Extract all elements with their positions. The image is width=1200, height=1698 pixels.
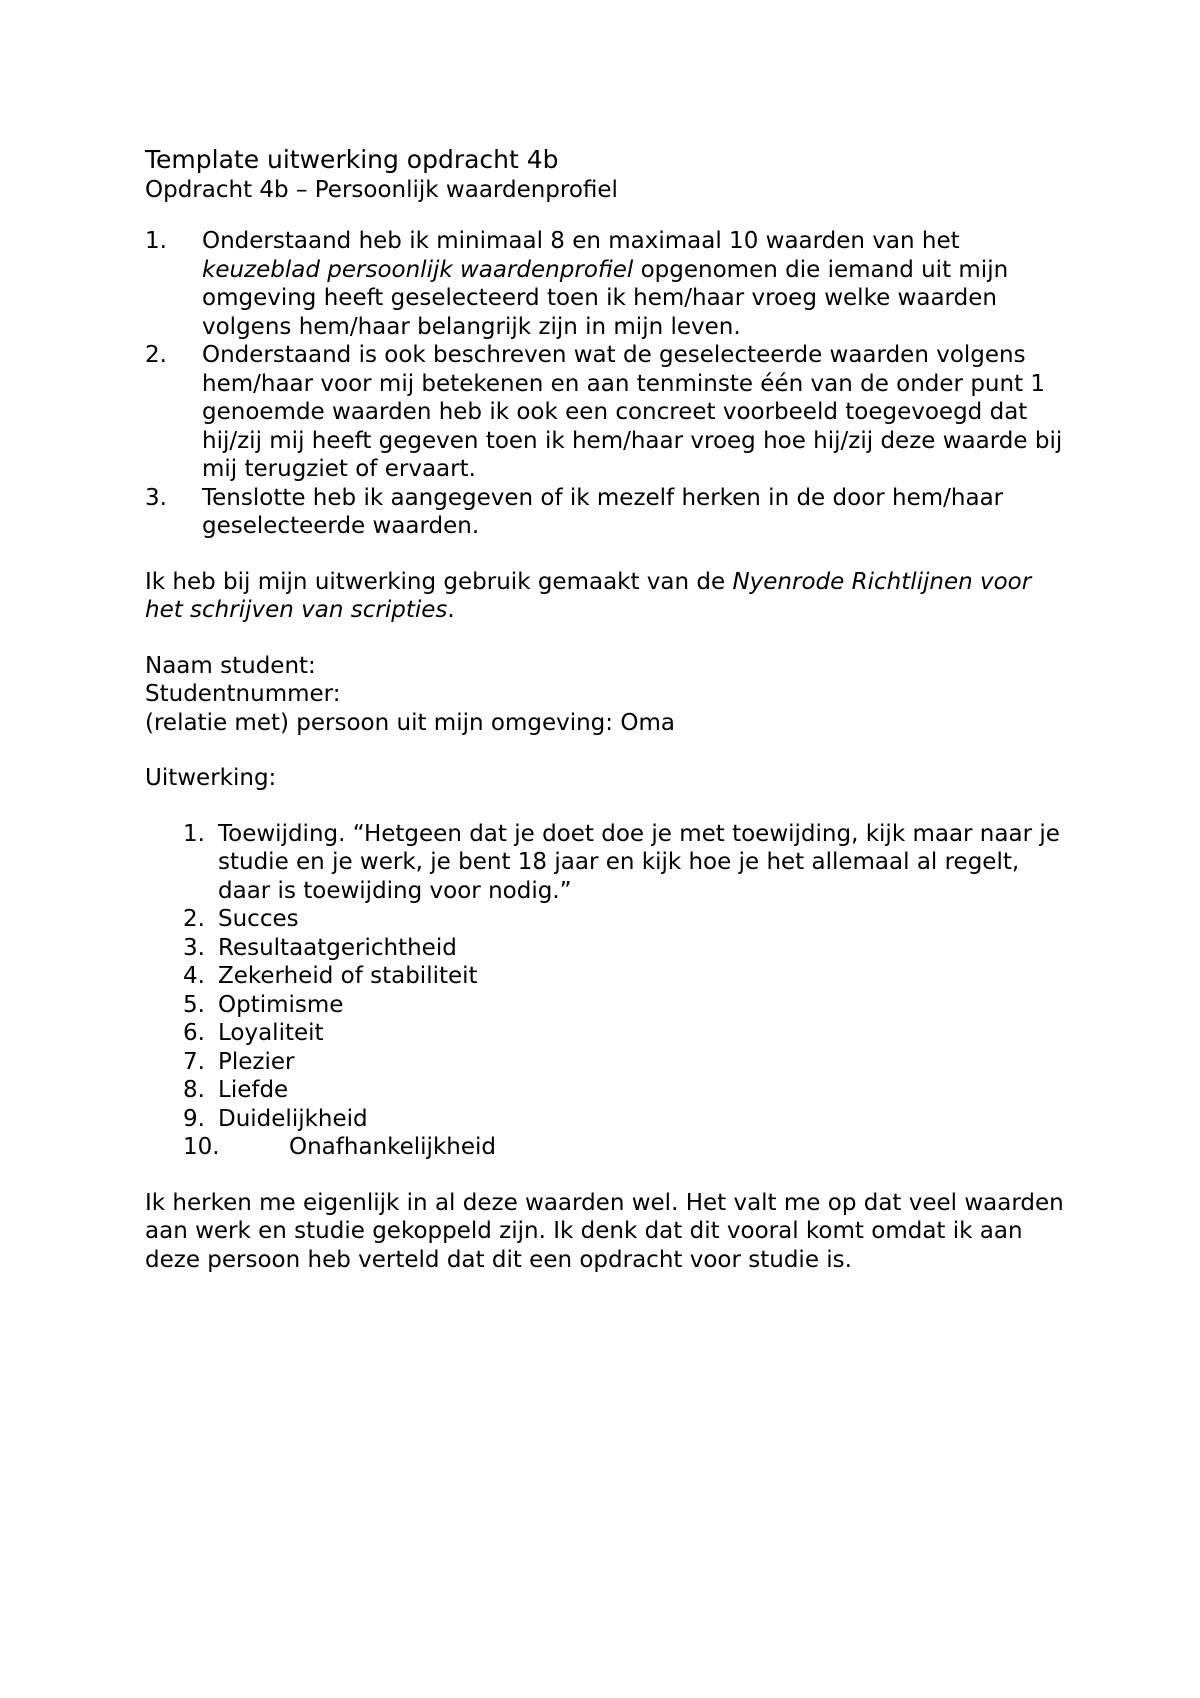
list-number: 1. (145, 228, 167, 254)
value-item (145, 1019, 1075, 1048)
document-title: Template uitwerking opdracht 4b (145, 145, 559, 174)
list-number: 5. (183, 991, 205, 1018)
list-number: 7. (183, 1048, 205, 1075)
requirement-italic: keuzeblad persoonlijk waardenprofiel (202, 256, 634, 283)
guidelines-text: Ik heb bij mijn uitwerking gebruik gemaakt van de (145, 568, 733, 595)
list-number: 1. (183, 820, 205, 847)
requirement-item (145, 484, 1075, 541)
requirement-item (145, 341, 1075, 484)
value-text: Optimisme (218, 991, 344, 1018)
list-number: 9. (183, 1105, 205, 1132)
value-item (145, 934, 1075, 963)
student-meta (145, 652, 1075, 738)
value-text: Loyaliteit (218, 1020, 324, 1046)
value-item (145, 991, 1075, 1020)
value-text: Onafhankelijkheid (289, 1134, 496, 1160)
requirement-text: Onderstaand heb ik minimaal 8 en maximaal 10 waarden van het (202, 228, 960, 254)
list-number: 10. (183, 1134, 220, 1160)
guidelines-paragraph (145, 568, 1075, 625)
values-list (145, 820, 1075, 1162)
guidelines-italic: Nyenrode Richtlijnen voor het schrijven van scripties (145, 568, 1032, 623)
value-text: Toewijding. “Hetgeen dat je doet doe je met toewijding, kijk maar naar je studie en je werk, je bent 18 jaar en kijk hoe je het allemaal al regelt, daar is toewijding voor nodig.” (218, 820, 1060, 904)
value-text: Zekerheid of stabiliteit (218, 963, 478, 989)
requirement-text: Tenslotte heb ik aangegeven of ik mezelf herken in de door hem/haar geselecteerde waarden. (202, 484, 1004, 539)
requirement-text-end: opgenomen die iemand uit mijn omgeving heeft geselecteerd toen ik hem/haar vroeg welke waarden volgens hem/haar belangrijk zijn in mijn leven. (202, 256, 1009, 340)
requirement-text: Onderstaand is ook beschreven wat de geselecteerde waarden volgens hem/haar voor mij betekenen en aan tenminste één van de onder punt 1 genoemde waarden heb ik ook een concreet voorbeeld toegevoegd dat hij/zij mij heeft gegeven toen ik hem/haar vroeg hoe hij/zij deze waarde bij mij terugziet of ervaart. (202, 342, 1063, 482)
list-number: 8. (183, 1077, 205, 1103)
value-item (145, 1105, 1075, 1134)
student-name-label: Naam student: (145, 652, 316, 679)
value-item (145, 1048, 1075, 1077)
elaboration-heading: Uitwerking: (145, 765, 277, 791)
value-text: Succes (218, 906, 299, 932)
value-item (145, 820, 1075, 906)
value-item (145, 962, 1075, 991)
relation-line: (relatie met) persoon uit mijn omgeving: Oma (145, 709, 675, 736)
value-text: Plezier (218, 1048, 295, 1075)
list-number: 2. (145, 342, 167, 368)
list-number: 4. (183, 963, 205, 989)
list-number: 3. (183, 934, 205, 961)
list-number: 3. (145, 484, 167, 511)
list-number: 6. (183, 1020, 205, 1046)
document-subtitle: Opdracht 4b – Persoonlijk waardenprofiel (145, 177, 618, 203)
value-text: Duidelijkheid (218, 1105, 368, 1132)
requirement-item (145, 227, 1075, 341)
list-number: 2. (183, 906, 205, 932)
document-content (145, 145, 1075, 1274)
value-item (145, 1076, 1075, 1105)
conclusion-paragraph: Ik herken me eigenlijk in al deze waarden wel. Het valt me op dat veel waarden aan werk en studie gekoppeld zijn. Ik denk dat dit vooral komt omdat ik aan deze persoon heb verteld dat dit een opdracht voor studie is. (145, 1189, 1064, 1273)
requirements-list (145, 227, 1075, 541)
value-item (145, 1133, 1075, 1162)
value-text: Liefde (218, 1077, 289, 1103)
student-number-label: Studentnummer: (145, 681, 341, 707)
value-text: Resultaatgerichtheid (218, 934, 457, 961)
value-item (145, 905, 1075, 934)
guidelines-text-end: . (447, 597, 455, 623)
